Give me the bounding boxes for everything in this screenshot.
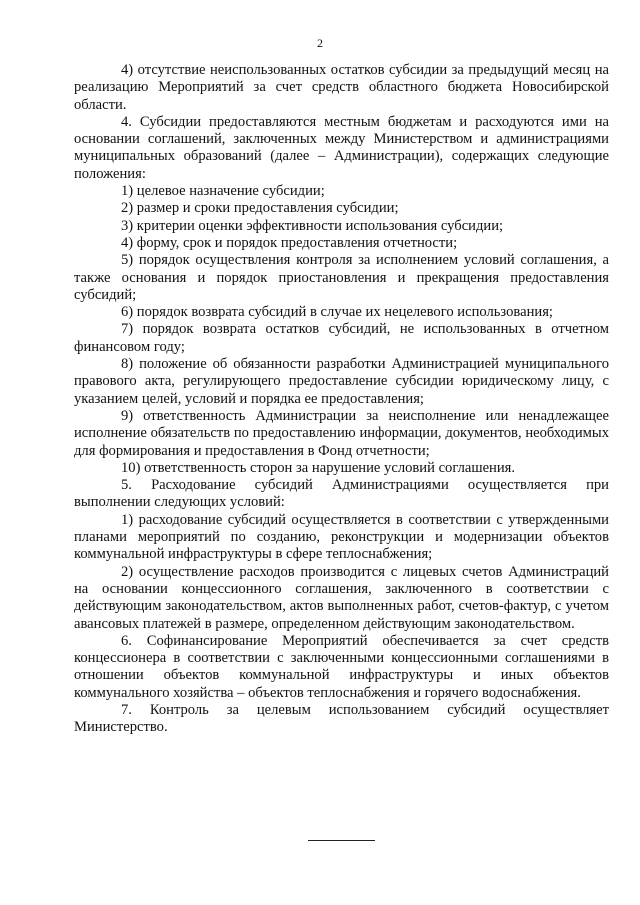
paragraph: 5. Расходование субсидий Администрациями осуществляется при выполнении следующих условий: — [74, 477, 609, 511]
list-item: 2) размер и сроки предоставления субсидии; — [121, 200, 399, 217]
list-item: 1) целевое назначение субсидии; — [121, 183, 325, 200]
document-body — [74, 62, 609, 737]
list-item: 4) форму, срок и порядок предоставления отчетности; — [121, 234, 458, 251]
paragraph: 4) отсутствие неиспользованных остатков субсидии за предыдущий месяц на реализацию Мероприятий за счет средств областного бюджета Новосибирской области. — [74, 62, 609, 113]
list-item: 6) порядок возврата субсидий в случае их нецелевого использования; — [121, 304, 553, 321]
list-item: 5) порядок осуществления контроля за исполнением условий соглашения, а также основания и порядок приостановления и прекращения предоставления субсидий; — [74, 252, 609, 303]
list-item: 8) положение об обязанности разработки Администрацией муниципального правового акта, регулирующего предоставление субсидии юридическому лицу, с указанием целей, условий и порядка ее предоставления; — [74, 356, 609, 407]
list-item: 7) порядок возврата остатков субсидий, не использованных в отчетном финансовом году; — [74, 321, 609, 355]
list-item: 3) критерии оценки эффективности использования субсидии; — [121, 217, 504, 234]
list-item: 10) ответственность сторон за нарушение условий соглашения. — [121, 459, 516, 476]
list-item: 1) расходование субсидий осуществляется в соответствии с утвержденными планами мероприятий по созданию, реконструкции и модернизации объектов коммунальной инфраструктуры в сфере теплоснабжения; — [74, 511, 609, 563]
end-divider — [308, 840, 375, 841]
paragraph: 6. Софинансирование Мероприятий обеспечивается за счет средств концессионера в соответствии с заключенными концессионными соглашениями в отношении объектов коммунальной инфраструктуры и иных объектов коммунального хозяйства – объектов теплоснабжения и горячего водоснабжения. — [74, 632, 609, 701]
list-item: 9) ответственность Администрации за неисполнение или ненадлежащее исполнение обязательств по предоставлению информации, документов, необходимых для формирования и предоставления в Фонд отчетности; — [74, 407, 609, 459]
page-number: 2 — [317, 36, 323, 50]
paragraph: 4. Субсидии предоставляются местным бюджетам и расходуются ими на основании соглашений, заключенных между Министерством и администрациями муниципальных образований (далее – Администрации), содержащих следующие положения: — [74, 113, 609, 182]
list-item: 2) осуществление расходов производится с лицевых счетов Администраций на основании концессионного соглашения, заключенного в соответствии с действующим законодательством, актов выполненных работ, счетов-фактур, с учетом авансовых платежей в размере, определенном действующим законодательством. — [74, 563, 609, 632]
paragraph: 7. Контроль за целевым использованием субсидий осуществляет Министерство. — [74, 701, 609, 736]
